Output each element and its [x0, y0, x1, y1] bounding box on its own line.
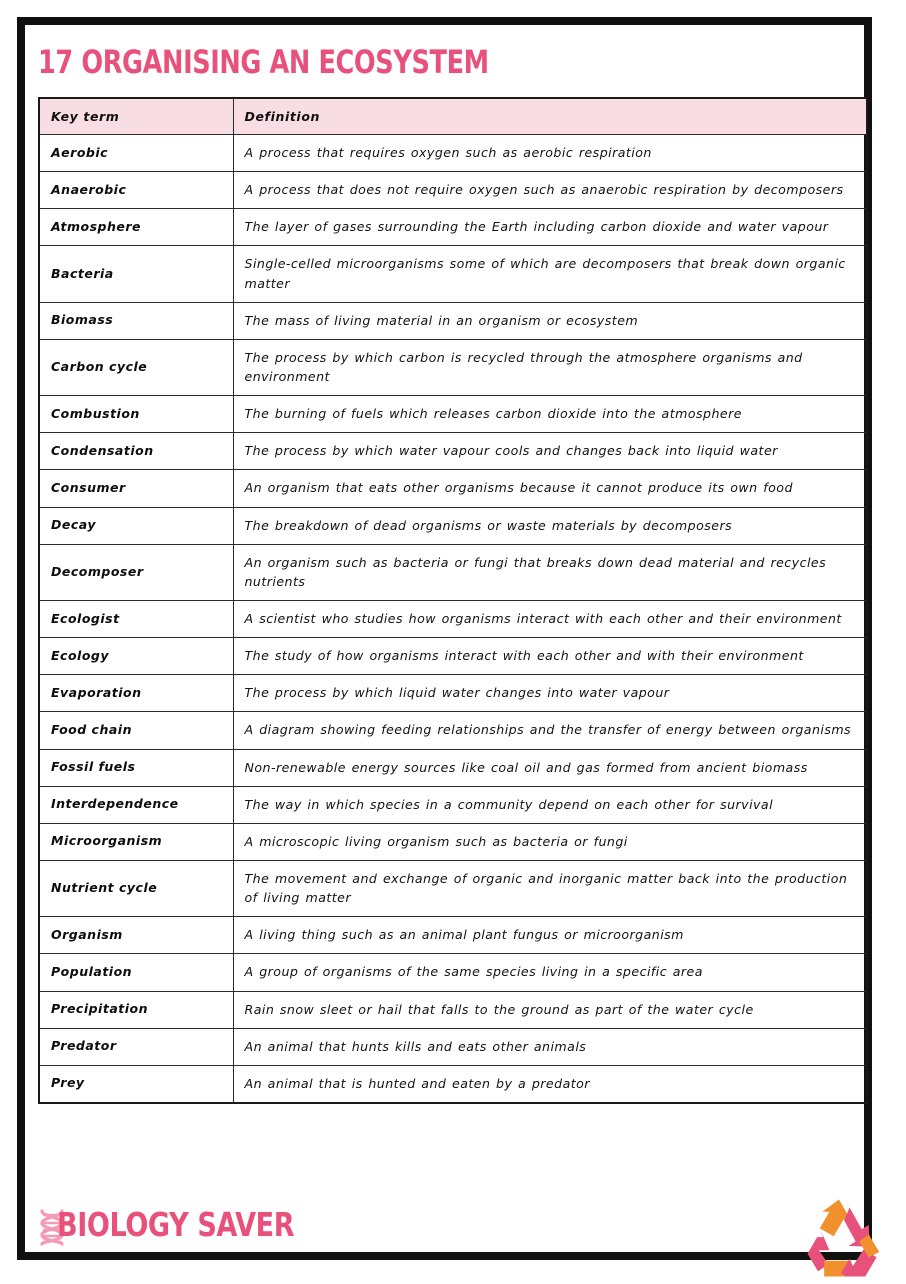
key-term-cell: Carbon cycle [39, 339, 233, 395]
definition-cell: The study of how organisms interact with each other and with their environment [233, 638, 867, 675]
table-row [39, 786, 867, 823]
table-row [39, 712, 867, 749]
definition-cell: Non-renewable energy sources like coal oil and gas formed from ancient biomass [233, 749, 867, 786]
table-row [39, 860, 867, 916]
table-header-row [39, 98, 867, 135]
definition-cell: The burning of fuels which releases carbon dioxide into the atmosphere [233, 396, 867, 433]
definition-cell: The layer of gases surrounding the Earth including carbon dioxide and water vapour [233, 209, 867, 246]
table-row [39, 135, 867, 172]
definition-cell: The breakdown of dead organisms or waste materials by decomposers [233, 507, 867, 544]
definition-cell: The process by which carbon is recycled through the atmosphere organisms and environment [233, 339, 867, 395]
page-content [38, 38, 866, 1241]
key-term-cell: Fossil fuels [39, 749, 233, 786]
recycling-symbol-icon [795, 1196, 883, 1280]
definition-cell: A living thing such as an animal plant fungus or microorganism [233, 917, 867, 954]
definition-cell: The mass of living material in an organism or ecosystem [233, 302, 867, 339]
key-term-cell: Decomposer [39, 544, 233, 600]
key-term-cell: Consumer [39, 470, 233, 507]
key-term-cell: Predator [39, 1028, 233, 1065]
key-term-cell: Biomass [39, 302, 233, 339]
table-row [39, 246, 867, 302]
key-term-cell: Food chain [39, 712, 233, 749]
definition-cell: The way in which species in a community depend on each other for survival [233, 786, 867, 823]
key-term-cell: Bacteria [39, 246, 233, 302]
definition-cell: Rain snow sleet or hail that falls to the ground as part of the water cycle [233, 991, 867, 1028]
key-term-cell: Decay [39, 507, 233, 544]
definition-cell: The process by which liquid water changes into water vapour [233, 675, 867, 712]
key-term-cell: Ecology [39, 638, 233, 675]
column-header-definition: Definition [233, 98, 867, 135]
table-row [39, 507, 867, 544]
definition-cell: A scientist who studies how organisms interact with each other and their environment [233, 600, 867, 637]
key-term-cell: Anaerobic [39, 172, 233, 209]
definition-cell: An animal that is hunted and eaten by a predator [233, 1065, 867, 1103]
table-row [39, 600, 867, 637]
key-term-cell: Nutrient cycle [39, 860, 233, 916]
table-row [39, 433, 867, 470]
table-row [39, 302, 867, 339]
table-row [39, 917, 867, 954]
definition-cell: Single-celled microorganisms some of which are decomposers that break down organic matter [233, 246, 867, 302]
table-row [39, 396, 867, 433]
table-body [39, 135, 867, 1103]
table-row [39, 1028, 867, 1065]
key-term-cell: Prey [39, 1065, 233, 1103]
table-row [39, 954, 867, 991]
key-term-cell: Population [39, 954, 233, 991]
definition-cell: A microscopic living organism such as bacteria or fungi [233, 823, 867, 860]
table-row [39, 470, 867, 507]
definition-cell: A process that does not require oxygen such as anaerobic respiration by decomposers [233, 172, 867, 209]
key-term-cell: Atmosphere [39, 209, 233, 246]
page-footer [17, 1196, 889, 1284]
table-header [39, 98, 867, 135]
definition-cell: An animal that hunts kills and eats other animals [233, 1028, 867, 1065]
key-term-cell: Microorganism [39, 823, 233, 860]
definition-cell: An organism that eats other organisms because it cannot produce its own food [233, 470, 867, 507]
key-term-cell: Evaporation [39, 675, 233, 712]
key-term-cell: Interdependence [39, 786, 233, 823]
key-term-cell: Ecologist [39, 600, 233, 637]
table-row [39, 172, 867, 209]
key-term-cell: Aerobic [39, 135, 233, 172]
key-terms-table [38, 97, 868, 1104]
definition-cell: A process that requires oxygen such as aerobic respiration [233, 135, 867, 172]
page-title: 17 ORGANISING AN ECOSYSTEM [38, 43, 489, 81]
table-row [39, 675, 867, 712]
table-row [39, 209, 867, 246]
definition-cell: A group of organisms of the same species living in a specific area [233, 954, 867, 991]
table-row [39, 544, 867, 600]
definition-cell: A diagram showing feeding relationships and the transfer of energy between organisms [233, 712, 867, 749]
definition-cell: The process by which water vapour cools and changes back into liquid water [233, 433, 867, 470]
table-row [39, 823, 867, 860]
brand-name: BIOLOGY SAVER [57, 1205, 295, 1244]
table-row [39, 1065, 867, 1103]
key-term-cell: Condensation [39, 433, 233, 470]
key-term-cell: Combustion [39, 396, 233, 433]
definition-cell: An organism such as bacteria or fungi that breaks down dead material and recycles nutrients [233, 544, 867, 600]
table-row [39, 749, 867, 786]
column-header-key-term: Key term [39, 98, 233, 135]
key-term-cell: Precipitation [39, 991, 233, 1028]
table-row [39, 339, 867, 395]
key-term-cell: Organism [39, 917, 233, 954]
definition-cell: The movement and exchange of organic and inorganic matter back into the production of living matter [233, 860, 867, 916]
table-row [39, 638, 867, 675]
table-row [39, 991, 867, 1028]
